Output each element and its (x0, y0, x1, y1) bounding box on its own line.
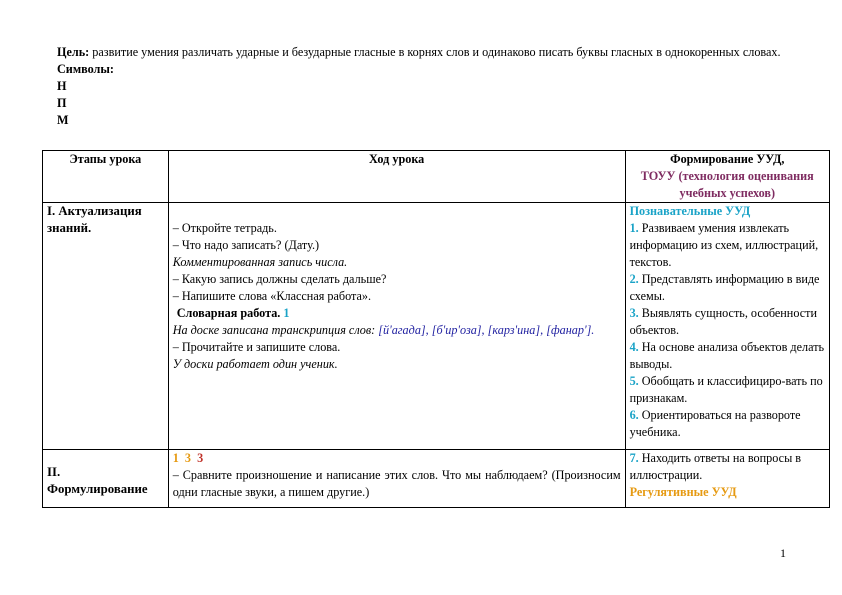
uud-item: 1. Развиваем умения извлекать информацию из схем, иллюстраций, текстов. (629, 221, 819, 269)
symbol-p: П (57, 96, 67, 110)
uud-item: 3. Выявлять сущность, особенности объектов. (629, 306, 817, 337)
uud-formulation (625, 450, 829, 508)
page-number: 1 (780, 546, 786, 560)
cognitive-uud-title: Познавательные УУД (629, 204, 751, 218)
uud-item: 4. На основе анализа объектов делать выводы. (629, 340, 825, 371)
goal-paragraph (57, 44, 785, 61)
markers-line (173, 450, 621, 467)
table-header-row (43, 151, 830, 203)
vocab-marker: 1 (283, 306, 290, 320)
marker: 1 (172, 451, 179, 465)
header-touu: ТОУУ (технология оценивания учебных успехов) (640, 169, 814, 200)
regulative-uud-title: Регулятивные УУД (629, 485, 737, 499)
symbols-label: Символы: (57, 62, 114, 76)
uud-item: 7. Находить ответы на вопросы в иллюстрации. (629, 451, 802, 482)
read-line: – Прочитайте и запишите слова. (172, 340, 341, 354)
goal-text: развитие умения различать ударные и безударные гласные в корнях слов и одинаково писать буквы гласных в однокоренных словах. (92, 45, 781, 59)
header-uud-title: Формирование УУД, (670, 152, 785, 166)
uud-item: 5. Обобщать и классифициро-вать по признакам. (629, 374, 823, 405)
vocab-heading (173, 305, 621, 322)
header-course: Ход урока (168, 151, 625, 203)
stage-formulation: II. Формулирование (43, 450, 169, 508)
symbol-m: М (57, 113, 69, 127)
table-row (43, 450, 830, 508)
compare-question: – Сравните произношение и написание этих слов. Что мы наблюдаем? (Произносим одни гласные звуки, а пишем другие.) (172, 468, 621, 499)
board-student: У доски работает один ученик. (172, 357, 338, 371)
course-line: – Напишите слова «Классная работа». (172, 289, 372, 303)
lesson-intro (57, 44, 785, 129)
transcription-words: [й'агада], [б'ир'оза], [карз'ина], [фанар']. (378, 323, 595, 337)
uud-actualization (625, 203, 829, 450)
header-stages: Этапы урока (43, 151, 169, 203)
lesson-table (42, 150, 830, 508)
symbol-n: Н (57, 79, 67, 93)
uud-item: 6. Ориентироваться на развороте учебника. (629, 408, 801, 439)
board-transcription (173, 322, 621, 339)
course-line: Комментированная запись числа. (172, 255, 348, 269)
course-actualization (168, 203, 625, 450)
course-line: – Какую запись должны сделать дальше? (172, 272, 387, 286)
marker: 3 (184, 451, 191, 465)
uud-item: 2. Представлять информацию в виде схемы. (629, 272, 820, 303)
goal-label: Цель: (57, 45, 90, 59)
marker: 3 (197, 451, 204, 465)
course-formulation (168, 450, 625, 508)
board-text: На доске записана транскрипция слов: (172, 323, 376, 337)
stage-actualization: I. Актуализация знаний. (43, 203, 169, 450)
header-uud (625, 151, 829, 203)
course-line: – Откройте тетрадь. (172, 221, 277, 235)
table-row (43, 203, 830, 450)
course-line: – Что надо записать? (Дату.) (172, 238, 320, 252)
vocab-label: Словарная работа. (176, 306, 281, 320)
